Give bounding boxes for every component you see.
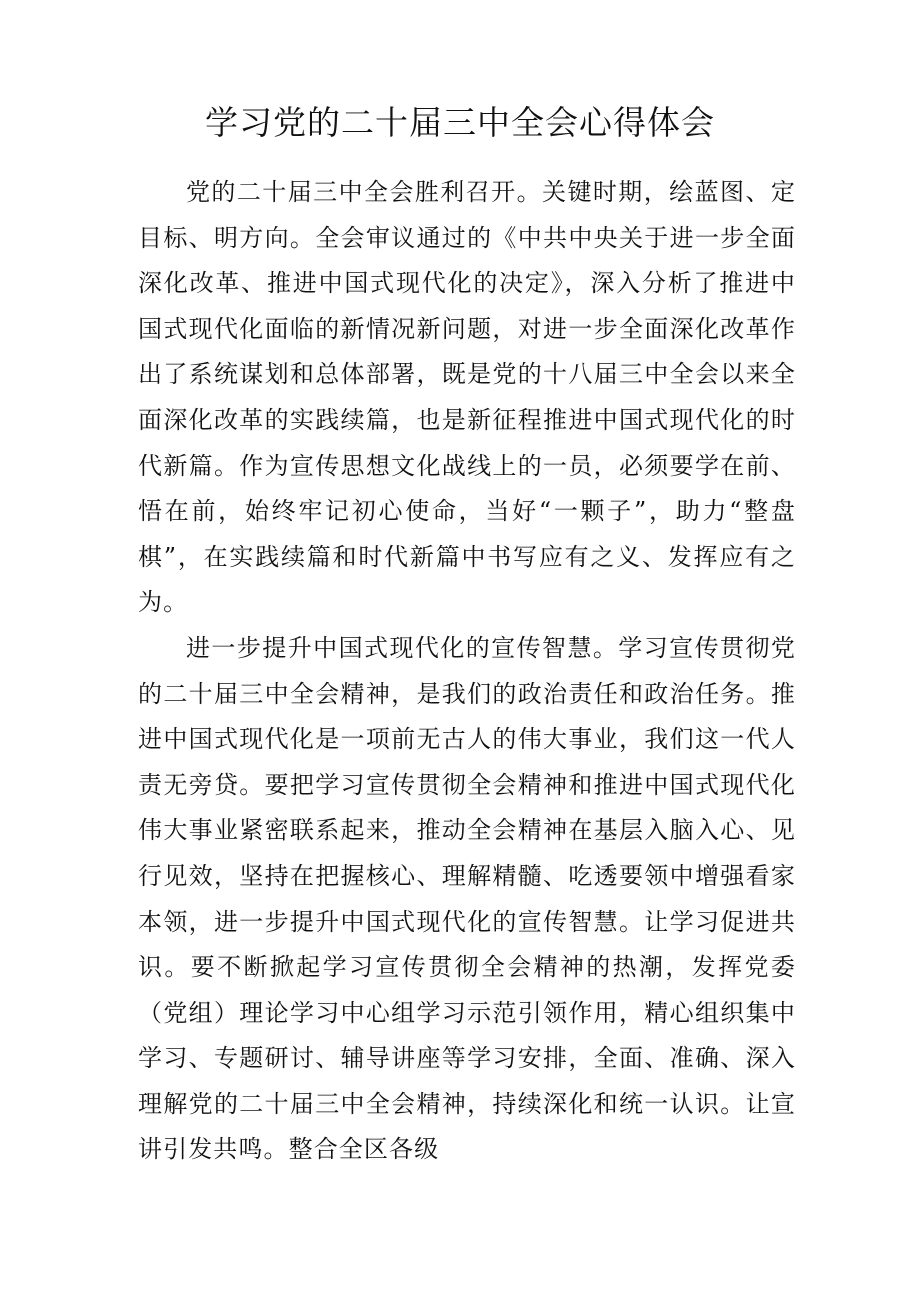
paragraph-2: 进一步提升中国式现代化的宣传智慧。学习宣传贯彻党的二十届三中全会精神，是我们的政治责任和政治任务。推进中国式现代化是一项前无古人的伟大事业，我们这一代人责无旁贷。要把学习宣传贯彻全会精神和推进中国式现代化伟大事业紧密联系起来，推动全会精神在基层入脑入心、见行见效，坚持在把握核心、理解精髓、吃透要领中增强看家本领，进一步提升中国式现代化的宣传智慧。让学习促进共识。要不断掀起学习宣传贯彻全会精神的热潮，发挥党委（党组）理论学习中心组学习示范引领作用，精心组织集中学习、专题研讨、辅导讲座等学习安排，全面、准确、深入理解党的二十届三中全会精神，持续深化和统一认识。让宣讲引发共鸣。整合全区各级 (138, 633, 796, 1164)
document-title: 学习党的二十届三中全会心得体会 (205, 103, 715, 142)
paragraph-1: 党的二十届三中全会胜利召开。关键时期，绘蓝图、定目标、明方向。全会审议通过的《中共中央关于进一步全面深化改革、推进中国式现代化的决定》，深入分析了推进中国式现代化面临的新情况新问题，对进一步全面深化改革作出了系统谋划和总体部署，既是党的十八届三中全会以来全面深化改革的实践续篇，也是新征程推进中国式现代化的时代新篇。作为宣传思想文化战线上的一员，必须要学在前、悟在前，始终牢记初心使命，当好“一颗子”，助力“整盘棋”，在实践续篇和时代新篇中书写应有之义、发挥应有之为。 (138, 178, 796, 617)
document-body (138, 170, 796, 1173)
